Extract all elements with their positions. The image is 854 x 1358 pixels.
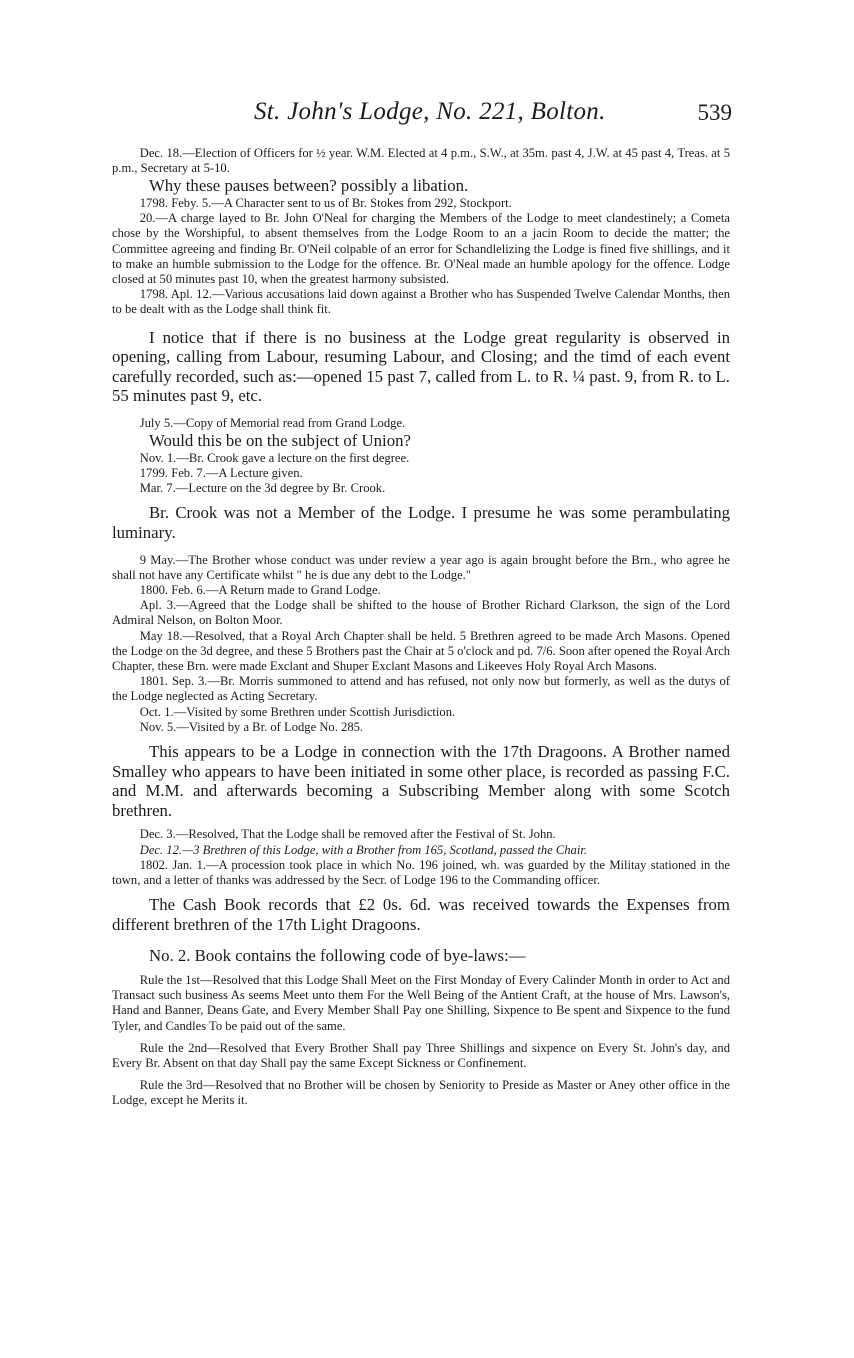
minute-entry: 1801. Sep. 3.—Br. Morris summoned to attend and has refused, not only now but formerly, as well as the dutys of the Lodge neglected as Acting Secretary. [112, 674, 730, 704]
commentary-paragraph: No. 2. Book contains the following code of bye-laws:— [148, 946, 526, 966]
commentary-paragraph: The Cash Book records that £2 0s. 6d. was received towards the Expenses from different brethren of the 17th Light Dragoons. [112, 895, 730, 934]
bye-law-rule: Rule the 1st—Resolved that this Lodge Shall Meet on the First Monday of Every Calinder Month in order to Act and Transact such business As seems Meet unto them For the Well Being of the Antient Craft, at the house of Mrs. Lawson's, Hand and Banner, Deans Gate, and Every Member Shall Pay one Shilling, Sixpence to Be spent and Sixpence to the fund Tyler, and Candles To be paid out of the same. [112, 973, 730, 1033]
minute-entry: Oct. 1.—Visited by some Brethren under Scottish Jurisdiction. [139, 704, 456, 719]
minute-entry: Dec. 18.—Election of Officers for ½ year. W.M. Elected at 4 p.m., S.W., at 35m. past 4, J.W. at 45 past 4, Treas. at 5 p.m., Secretary at 5-10. [112, 146, 730, 176]
commentary-paragraph: Why these pauses between? possibly a libation. [148, 176, 469, 196]
minute-entry: Apl. 3.—Agreed that the Lodge shall be shifted to the house of Brother Richard Clarkson, the sign of the Lord Admiral Nelson, on Bolton Moor. [112, 598, 730, 628]
commentary-paragraph: I notice that if there is no business at the Lodge great regularity is observed in opening, calling from Labour, resuming Labour, and Closing; and the timd of each event carefully recorded, such as:—opened 15 past 7, called from L. to R. ¼ past. 9, from R. to L. 55 minutes past 9, etc. [112, 327, 730, 406]
minute-entry: Nov. 1.—Br. Crook gave a lecture on the first degree. [139, 450, 410, 465]
minute-entry: 1798. Feby. 5.—A Character sent to us of Br. Stokes from 292, Stockport. [139, 196, 512, 210]
page-header [112, 98, 732, 132]
page-number: 539 [697, 100, 732, 125]
minute-entry: 1802. Jan. 1.—A procession took place in which No. 196 joined, wh. was guarded by the Militay stationed in the town, and a letter of thanks was addressed by the Secr. of Lodge 196 to the Commanding officer. [112, 857, 730, 888]
minute-entry: May 18.—Resolved, that a Royal Arch Chapter shall be held. 5 Brethren agreed to be made Arch Masons. Opened the Lodge on the 3d degree, and these 5 Brothers past the Chair at 5 o'clock and pd. 7/6. Soon after opened the Royal Arch Chapter, these Brn. were made Exclant and Shuper Exclant Masons and Likeeves Holy Royal Arch Masons. [112, 628, 730, 674]
commentary-paragraph: Would this be on the subject of Union? [148, 431, 411, 451]
minute-entry: 9 May.—The Brother whose conduct was under review a year ago is again brought before the Brn., who agree he shall not have any Certificate whilst " he is due any debt to the Lodge." [112, 552, 730, 582]
minute-entry: Dec. 3.—Resolved, That the Lodge shall be removed after the Festival of St. John. [139, 827, 556, 842]
bye-law-rule: Rule the 3rd—Resolved that no Brother will be chosen by Seniority to Preside as Master or Aney other office in the Lodge, except he Merits it. [112, 1078, 730, 1108]
minute-entry: 1800. Feb. 6.—A Return made to Grand Lodge. [139, 583, 381, 597]
minute-entry: Mar. 7.—Lecture on the 3d degree by Br. Crook. [139, 481, 386, 496]
minute-entry: Dec. 12.—3 Brethren of this Lodge, with a Brother from 165, Scotland, passed the Chair. [139, 842, 588, 857]
running-title: St. John's Lodge, No. 221, Bolton. [254, 98, 606, 125]
minute-entry: 1799. Feb. 7.—A Lecture given. [139, 466, 303, 480]
minute-entry: July 5.—Copy of Memorial read from Grand Lodge. [139, 416, 406, 430]
commentary-paragraph: This appears to be a Lodge in connection with the 17th Dragoons. A Brother named Smalley who appears to have been initiated in some other place, is recorded as passing F.C. and M.M. and afterwards becoming a Subscribing Member along with some Scotch brethren. [112, 742, 730, 820]
page-body [112, 146, 730, 1109]
bye-law-rule: Rule the 2nd—Resolved that Every Brother Shall pay Three Shillings and sixpence on Every St. John's day, and Every Br. Absent on that day Shall pay the same Except Sickness or Confinement. [112, 1040, 730, 1071]
minute-entry: Nov. 5.—Visited by a Br. of Lodge No. 285. [139, 719, 364, 734]
minute-entry: 20.—A charge layed to Br. John O'Neal for charging the Members of the Lodge to meet clandestinely; a Cometa chose by the Worshipful, to absent themselves from the Lodge Room to an a jacin Room to decide the matter; the Committee agreeing and finding Br. O'Neil colpable of an error for Schandlelizing the Lodge is fined five shillings, and it to make an humble submission to the Lodge for the offence. Br. O'Neal made an humble apology for the offence. Lodge closed at 50 minutes past 10, when the greatest harmony subsisted. [112, 211, 730, 287]
minute-entry: 1798. Apl. 12.—Various accusations laid down against a Brother who has Suspended Twelve Calendar Months, then to be dealt with as the Lodge shall think fit. [112, 287, 730, 317]
commentary-paragraph: Br. Crook was not a Member of the Lodge. I presume he was some perambulating luminary. [112, 503, 730, 542]
